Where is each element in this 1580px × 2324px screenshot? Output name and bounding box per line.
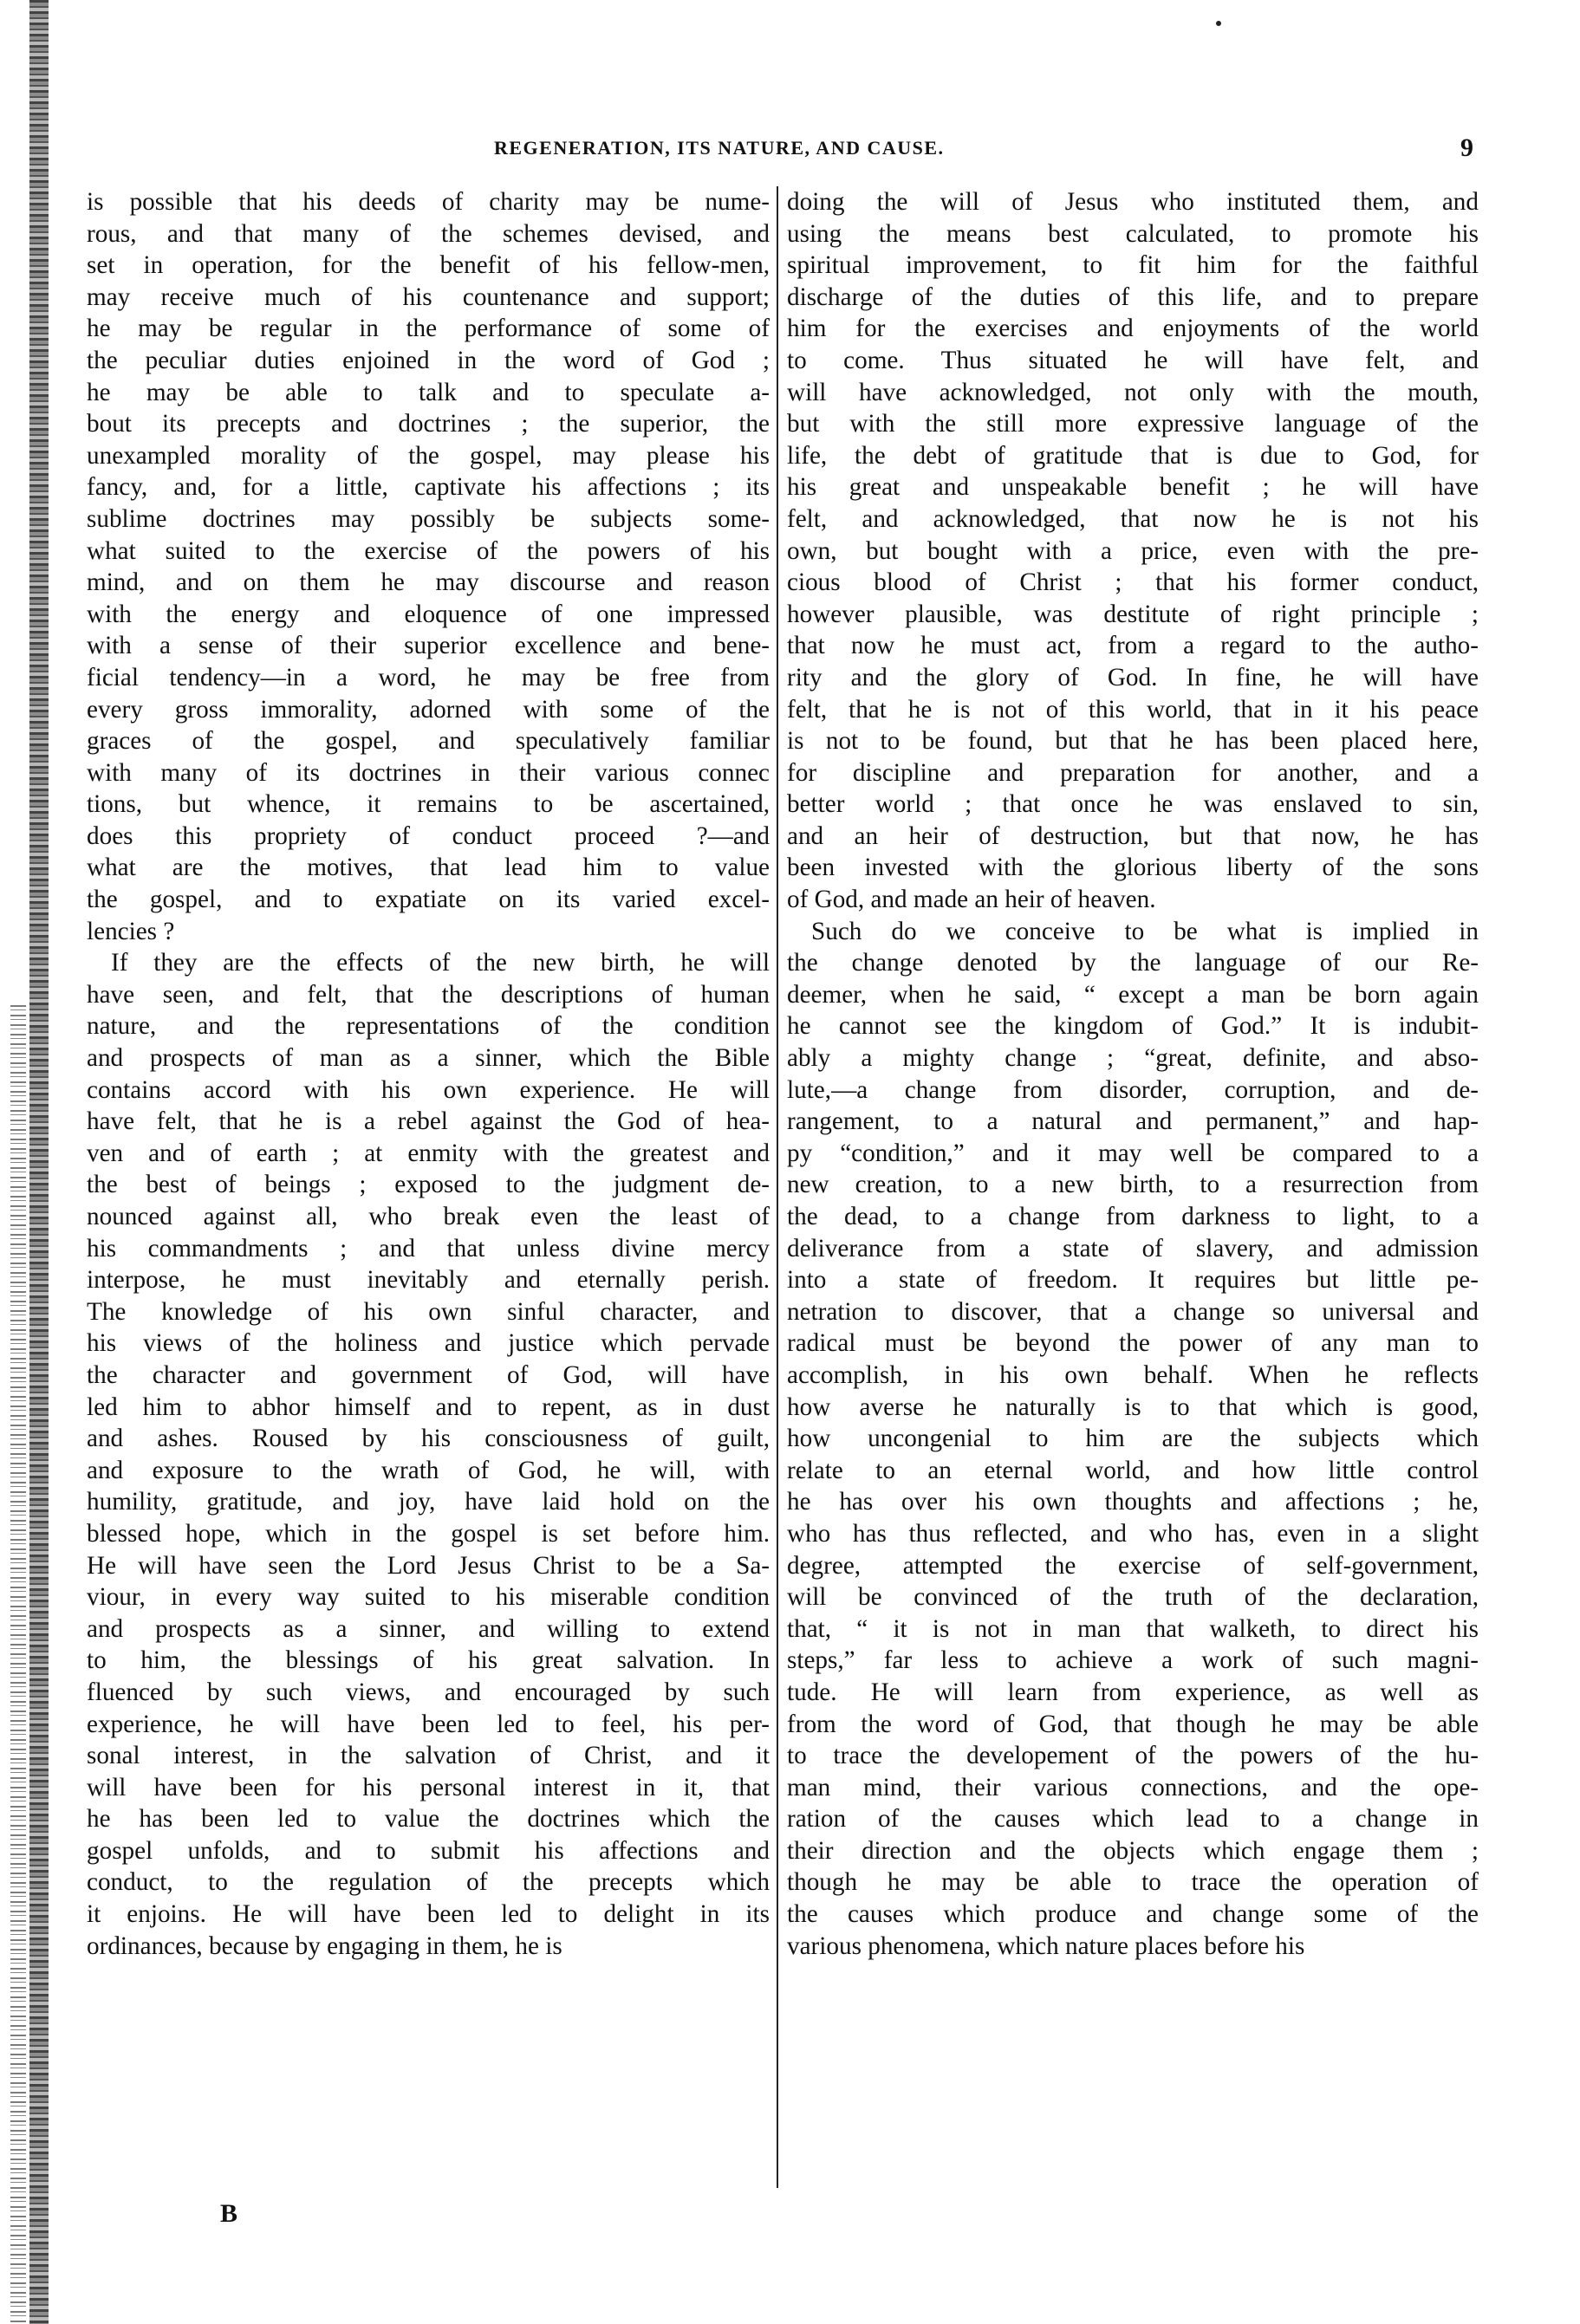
text-line: If they are the effects of the new birth, he will: [111, 949, 770, 977]
text-line: using the means best calculated, to promote his: [787, 219, 1479, 248]
text-line: is not to be found, but that he has been placed here,: [787, 727, 1479, 756]
text-line: the character and government of God, will have: [87, 1360, 770, 1389]
text-line: man mind, their various connections, and the ope-: [787, 1773, 1479, 1801]
text-line: rangement, to a natural and permanent,” and hap-: [787, 1107, 1479, 1136]
text-line: his great and unspeakable benefit ; he will have: [787, 473, 1479, 502]
text-line: does this propriety of conduct proceed ?—and: [87, 821, 770, 850]
text-line: the causes which produce and change some of the: [787, 1900, 1479, 1929]
page-header: [494, 133, 1473, 172]
text-line: he has over his own thoughts and affections ; he,: [787, 1488, 1479, 1516]
text-line: to come. Thus situated he will have felt, and: [787, 346, 1479, 374]
book-spine-shadow: [10, 1005, 26, 2322]
text-line: been invested with the glorious liberty of the sons: [787, 854, 1479, 882]
text-line: however plausible, was destitute of right principle ;: [787, 600, 1479, 628]
text-line: the peculiar duties enjoined in the word of God ;: [87, 346, 770, 374]
text-line: conduct, to the regulation of the precepts which: [87, 1868, 770, 1897]
text-line: felt, and acknowledged, that now he is not his: [787, 504, 1479, 533]
page-number: 9: [1460, 133, 1473, 162]
text-line: to him, the blessings of his great salvation. In: [87, 1646, 770, 1675]
text-line: sublime doctrines may possibly be subjects some-: [87, 504, 770, 533]
text-line: Such do we conceive to be what is implied in: [811, 917, 1479, 945]
text-line: though he may be able to trace the operation of: [787, 1868, 1479, 1897]
text-line: but with the still more expressive language of the: [787, 410, 1479, 438]
text-line: felt, that he is not of this world, that in it his peace: [787, 695, 1479, 724]
text-line: rity and the glory of God. In fine, he will have: [787, 663, 1479, 691]
text-line: nature, and the representations of the condition: [87, 1012, 770, 1041]
text-line: he may be able to talk and to speculate a-: [87, 378, 770, 406]
text-line: ven and of earth ; at enmity with the greatest and: [87, 1139, 770, 1167]
text-line: deemer, when he said, “ except a man be born again: [787, 980, 1479, 1009]
text-line: bout its precepts and doctrines ; the superior, the: [87, 410, 770, 438]
text-line: ration of the causes which lead to a change in: [787, 1805, 1479, 1834]
text-line: will have acknowledged, not only with the mouth,: [787, 378, 1479, 406]
text-line: ordinances, because by engaging in them, he is: [87, 1931, 562, 1960]
text-line: doing the will of Jesus who instituted them, and: [787, 188, 1479, 216]
text-line: that, “ it is not in man that walketh, to direct his: [787, 1614, 1479, 1643]
text-line: contains accord with his own experience. He will: [87, 1075, 770, 1104]
text-line: their direction and the objects which engage them ;: [787, 1836, 1479, 1865]
text-line: what suited to the exercise of the powers of his: [87, 536, 770, 565]
text-line: rous, and that many of the schemes devised, and: [87, 219, 770, 248]
text-line: ably a mighty change ; “great, definite, and abso-: [787, 1044, 1479, 1073]
text-line: nounced against all, who break even the least of: [87, 1203, 770, 1230]
text-line: ficial tendency—in a word, he may be free from: [87, 663, 770, 691]
text-line: the change denoted by the language of our Re-: [787, 949, 1479, 977]
text-line: he cannot see the kingdom of God.” It is indubit-: [787, 1012, 1479, 1041]
text-line: it enjoins. He will have been led to delight in its: [87, 1900, 770, 1929]
text-line: him for the exercises and enjoyments of the world: [787, 315, 1479, 343]
text-line: deliverance from a state of slavery, and admission: [787, 1234, 1479, 1263]
text-line: gospel unfolds, and to submit his affections and: [87, 1836, 770, 1865]
text-line: the best of beings ; exposed to the judgment de-: [87, 1171, 770, 1199]
text-line: have felt, that he is a rebel against the God of hea-: [87, 1107, 770, 1136]
text-line: how uncongenial to him are the subjects which: [787, 1425, 1479, 1453]
text-line: degree, attempted the exercise of self-government,: [787, 1551, 1479, 1580]
text-line: relate to an eternal world, and how little control: [787, 1456, 1479, 1484]
text-line: steps,” far less to achieve a work of such magni-: [787, 1646, 1479, 1675]
text-line: accomplish, in his own behalf. When he reflects: [787, 1360, 1479, 1389]
book-spine-edge: [29, 0, 49, 2324]
text-line: The knowledge of his own sinful character, and: [87, 1297, 770, 1326]
text-line: mind, and on them he may discourse and reason: [87, 568, 770, 597]
text-line: experience, he will have been led to feel, his per-: [87, 1710, 770, 1738]
text-line: radical must be beyond the power of any man to: [787, 1329, 1479, 1358]
text-line: cious blood of Christ ; that his former conduct,: [787, 568, 1479, 597]
text-line: spiritual improvement, to fit him for the faithful: [787, 251, 1479, 280]
text-line: and an heir of destruction, but that now, he has: [787, 821, 1479, 850]
column-divider: [777, 186, 778, 2188]
text-line: how averse he naturally is to that which is good,: [787, 1392, 1479, 1421]
text-line: with a sense of their superior excellence and bene-: [87, 632, 770, 660]
text-line: viour, in every way suited to his miserable condition: [87, 1583, 770, 1612]
text-line: to trace the developement of the powers of the hu-: [787, 1742, 1479, 1770]
text-line: with many of its doctrines in their various connec: [87, 758, 770, 787]
text-line: from the word of God, that though he may be able: [787, 1710, 1479, 1738]
signature-mark: B: [220, 2199, 238, 2228]
text-line: that now he must act, from a regard to the autho-: [787, 632, 1479, 660]
text-line: and prospects as a sinner, and willing to extend: [87, 1614, 770, 1643]
ink-speck: [1216, 21, 1221, 26]
text-line: fancy, and, for a little, captivate his affections ; its: [87, 473, 770, 502]
left-text-column: [87, 186, 770, 1962]
text-line: is possible that his deeds of charity may be nume-: [87, 188, 770, 216]
text-line: of God, and made an heir of heaven.: [787, 886, 1156, 914]
text-line: into a state of freedom. It requires but little pe-: [787, 1266, 1479, 1295]
text-line: new creation, to a new birth, to a resurrection from: [787, 1171, 1479, 1199]
text-line: he may be regular in the performance of some of: [87, 315, 770, 343]
text-line: what are the motives, that lead him to value: [87, 854, 770, 882]
text-line: the dead, to a change from darkness to light, to a: [787, 1203, 1479, 1230]
text-line: and prospects of man as a sinner, which the Bible: [87, 1044, 770, 1073]
text-line: with the energy and eloquence of one impressed: [87, 600, 770, 628]
text-line: will be convinced of the truth of the declaration,: [787, 1583, 1479, 1612]
text-line: set in operation, for the benefit of his fellow-men,: [87, 251, 770, 280]
text-line: graces of the gospel, and speculatively familiar: [87, 727, 770, 756]
text-line: tions, but whence, it remains to be ascertained,: [87, 790, 770, 819]
text-line: humility, gratitude, and joy, have laid hold on the: [87, 1488, 770, 1516]
text-line: he has been led to value the doctrines which the: [87, 1805, 770, 1834]
text-line: lencies ?: [87, 917, 175, 945]
text-line: his views of the holiness and justice which pervade: [87, 1329, 770, 1358]
text-line: for discipline and preparation for another, and a: [787, 758, 1479, 787]
text-line: better world ; that once he was enslaved to sin,: [787, 790, 1479, 819]
text-line: who has thus reflected, and who has, even in a slight: [787, 1519, 1479, 1548]
text-line: lute,—a change from disorder, corruption, and de-: [787, 1075, 1479, 1104]
text-line: unexampled morality of the gospel, may please his: [87, 441, 770, 470]
text-line: fluenced by such views, and encouraged by such: [87, 1678, 770, 1706]
text-line: interpose, he must inevitably and eternally perish.: [87, 1266, 770, 1295]
text-line: his commandments ; and that unless divine mercy: [87, 1234, 770, 1263]
text-line: and exposure to the wrath of God, he will, with: [87, 1456, 770, 1484]
text-line: own, but bought with a price, even with the pre-: [787, 536, 1479, 565]
text-line: py “condition,” and it may well be compared to a: [787, 1139, 1479, 1167]
text-line: every gross immorality, adorned with some of the: [87, 695, 770, 724]
text-line: netration to discover, that a change so universal and: [787, 1297, 1479, 1326]
running-title: REGENERATION, ITS NATURE, AND CAUSE.: [494, 137, 945, 159]
text-line: the gospel, and to expatiate on its varied excel-: [87, 886, 770, 914]
text-line: will have been for his personal interest in it, that: [87, 1773, 770, 1801]
text-line: may receive much of his countenance and support;: [87, 282, 770, 311]
text-line: life, the debt of gratitude that is due to God, for: [787, 441, 1479, 470]
text-line: led him to abhor himself and to repent, as in dust: [87, 1392, 770, 1421]
text-line: and ashes. Roused by his consciousness of guilt,: [87, 1425, 770, 1453]
text-line: discharge of the duties of this life, and to prepare: [787, 282, 1479, 311]
text-line: sonal interest, in the salvation of Christ, and it: [87, 1742, 770, 1770]
right-text-column: [787, 186, 1479, 1962]
text-line: He will have seen the Lord Jesus Christ to be a Sa-: [87, 1551, 770, 1580]
text-line: have seen, and felt, that the descriptions of human: [87, 980, 770, 1009]
text-line: tude. He will learn from experience, as well as: [787, 1678, 1479, 1706]
text-line: various phenomena, which nature places before his: [787, 1931, 1305, 1960]
text-line: blessed hope, which in the gospel is set before him.: [87, 1519, 770, 1548]
